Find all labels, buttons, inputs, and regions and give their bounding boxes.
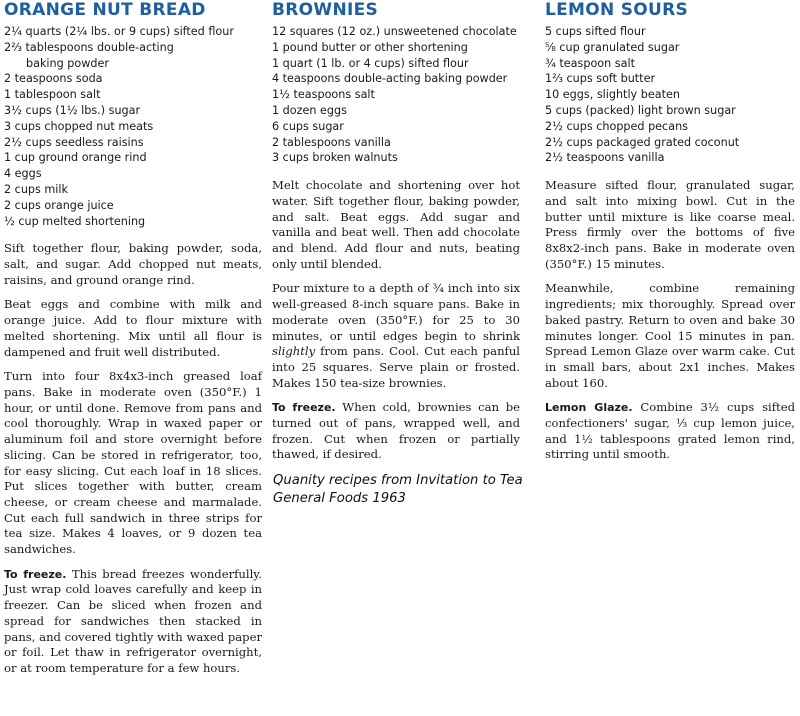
ingredient-item: 2¼ quarts (2¼ lbs. or 9 cups) sifted flour: [4, 25, 234, 38]
freeze-paragraph: [272, 400, 520, 463]
freeze-label: To freeze.: [272, 401, 336, 415]
ingredient-item: 3 cups broken walnuts: [272, 151, 398, 165]
caption-line-2: General Foods 1963: [273, 491, 406, 506]
ingredient-item: 4 eggs: [4, 167, 42, 181]
ingredient-item: 2 cups orange juice: [4, 198, 114, 212]
ingredient-item: 10 eggs, slightly beaten: [545, 88, 680, 102]
freeze-paragraph: [4, 567, 262, 677]
ingredient-item: 1½ teaspoons salt: [272, 88, 375, 102]
instruction-paragraph: [272, 281, 520, 391]
source-caption: [273, 472, 573, 508]
ingredient-item: 1 tablespoon salt: [4, 88, 101, 102]
recipe-brownies: [272, 0, 520, 463]
pour-text-before: Pour mixture to a depth of ¾ inch into six well-greased 8-inch square pans. Bake in moderate oven (350°F.) for 25 to 30 minutes, or until edges begin to shrink: [272, 281, 520, 343]
ingredient-item: 2½ cups chopped pecans: [545, 119, 688, 133]
ingredient-item: 3½ cups (1½ lbs.) sugar: [4, 103, 141, 117]
pour-text-after: from pans. Cool. Cut each panful into 25 squares. Serve plain or frosted. Makes 150 tea-size brownies.: [272, 344, 520, 390]
ingredient-item: 3 cups chopped nut meats: [4, 119, 154, 133]
instruction-paragraph: Meanwhile, combine remaining ingredients; mix thoroughly. Spread over baked pastry. Return to oven and bake 30 minutes longer. Cool 15 minutes in pan. Spread Lemon Glaze over warm cake. Cut in small bars, about 2x1 inches. Makes about 160.: [545, 281, 795, 390]
ingredient-item: 2 teaspoons soda: [4, 72, 103, 86]
ingredient-item: 1 quart (1 lb. or 4 cups) sifted flour: [272, 56, 469, 70]
ingredient-item: 12 squares (12 oz.) unsweetened chocolate: [272, 25, 517, 38]
glaze-label: Lemon Glaze.: [545, 401, 633, 415]
instruction-paragraph: Melt chocolate and shortening over hot water. Sift together flour, baking powder, and salt. Beat eggs. Add sugar and vanilla and beat well. Then add chocolate and blend. Add flour and nuts, beating only until blended.: [272, 178, 520, 271]
ingredient-item-indent: baking powder: [26, 56, 109, 70]
glaze-paragraph: [545, 400, 795, 463]
freeze-text: When cold, brownies can be turned out of pans, wrapped well, and frozen. Cut when frozen or partially thawed, if desired.: [272, 400, 521, 462]
ingredient-item: 5 cups (packed) light brown sugar: [545, 103, 736, 117]
ingredient-item: 5 cups sifted flour: [545, 25, 646, 38]
recipe-title: BROWNIES: [272, 0, 379, 20]
ingredient-item: 6 cups sugar: [272, 119, 344, 133]
ingredient-item: 4 teaspoons double-acting baking powder: [272, 72, 508, 86]
recipe-title: LEMON SOURS: [545, 0, 689, 20]
ingredient-item: 2 cups milk: [4, 182, 68, 196]
freeze-text: This bread freezes wonderfully. Just wrap cold loaves carefully and keep in freezer. Can be sliced when frozen and spread for sandwiches then stacked in pans, and covered tightly with waxed paper or foil. Let thaw in refrigerator overnight, or at room temperature for a few hours.: [4, 566, 262, 675]
recipe-title: ORANGE NUT BREAD: [4, 0, 206, 20]
ingredient-item: ⅝ cup granulated sugar: [545, 40, 680, 54]
pour-text-emphasis: slightly: [272, 344, 316, 359]
freeze-label: To freeze.: [4, 567, 67, 581]
ingredient-item: 1 cup ground orange rind: [4, 151, 147, 165]
ingredient-list: [545, 24, 795, 166]
ingredient-item: 2½ cups seedless raisins: [4, 135, 144, 149]
glaze-text: Combine 3½ cups sifted confectioners' sugar, ⅓ cup lemon juice, and 1½ tablespoons grated lemon rind, stirring until smooth.: [545, 400, 795, 462]
ingredient-item: 1⅔ cups soft butter: [545, 72, 656, 86]
instruction-paragraph: Measure sifted flour, granulated sugar, and salt into mixing bowl. Cut in the butter until mixture is like coarse meal. Press firmly over the bottoms of five 8x8x2-inch pans. Bake in moderate oven (350°F.) 15 minutes.: [545, 178, 795, 271]
ingredient-item: 1 dozen eggs: [272, 103, 347, 117]
ingredient-item: 2½ cups packaged grated coconut: [545, 135, 740, 149]
ingredient-item: ¾ teaspoon salt: [545, 56, 635, 70]
instruction-paragraph: Beat eggs and combine with milk and orange juice. Add to flour mixture with melted shortening. Mix until all flour is dampened and fruit well distributed.: [4, 297, 262, 359]
ingredient-list: [4, 24, 262, 229]
recipe-orange-nut-bread: [4, 0, 262, 677]
ingredient-item-continued: [4, 56, 262, 72]
instruction-paragraph: Turn into four 8x4x3-inch greased loaf pans. Bake in moderate oven (350°F.) 1 hour, or until done. Remove from pans and cool thoroughly. Wrap in waxed paper or aluminum foil and store overnight before slicing. Can be stored in refrigerator, too, for easy slicing. Cut each loaf in 18 slices. Put slices together with butter, cream cheese, or cream cheese and marmalade. Cut each full sandwich in three strips for tea size. Makes 4 loaves, or 9 dozen tea sandwiches.: [4, 369, 262, 557]
recipe-lemon-sours: [545, 0, 795, 463]
ingredient-item: 2½ teaspoons vanilla: [545, 151, 665, 165]
ingredient-list: [272, 24, 520, 166]
caption-line-1: Quanity recipes from Invitation to Tea: [273, 473, 523, 488]
ingredient-item: 1 pound butter or other shortening: [272, 40, 468, 54]
ingredient-item: ½ cup melted shortening: [4, 214, 146, 228]
instruction-paragraph: Sift together flour, baking powder, soda, salt, and sugar. Add chopped nut meats, raisins, and ground orange rind.: [4, 241, 262, 287]
ingredient-item: 2⅔ tablespoons double-acting: [4, 40, 174, 54]
ingredient-item: 2 tablespoons vanilla: [272, 135, 391, 149]
